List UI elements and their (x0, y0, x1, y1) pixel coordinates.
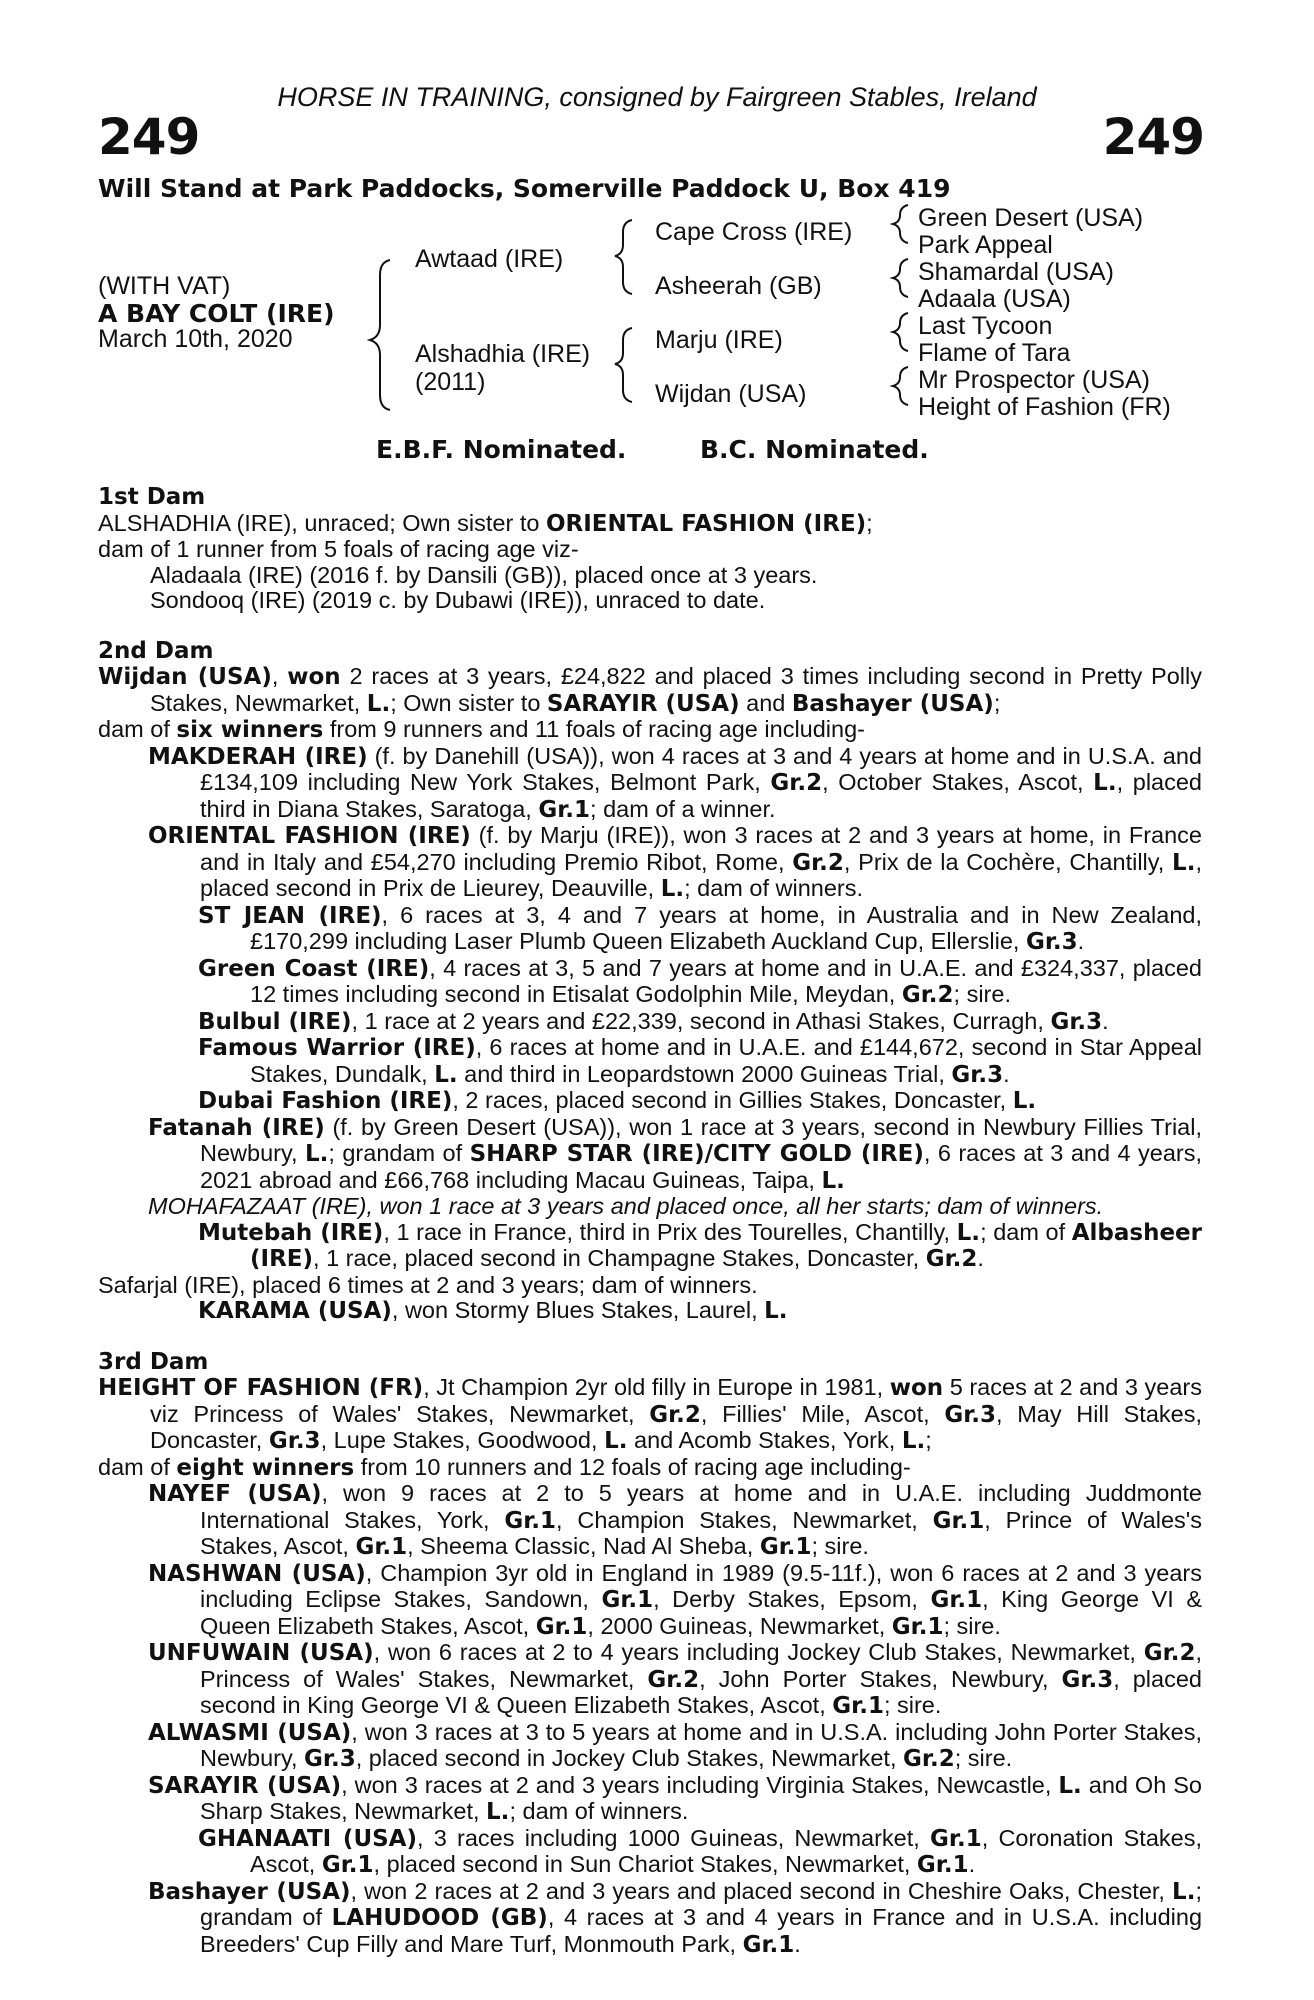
lot-number-right: 249 (1102, 108, 1204, 166)
dam-lines (98, 485, 1202, 1958)
first-dam-intro: ALSHADHIA (IRE), unraced; Own sister to ORIENTAL FASHION (IRE); (98, 509, 873, 537)
dam-year: (2011) (415, 368, 486, 396)
catalogue-header: HORSE IN TRAINING, consigned by Fairgreen Stables, Ireland (277, 82, 1037, 112)
ggp-3: Shamardal (USA) (918, 258, 1114, 286)
entry-fatanah: Fatanah (IRE) (f. by Green Desert (USA)), won 1 race at 3 years, second in Newbury Fillies Trial, Newbury, L.; grandam of SHARP STAR (IRE)/CITY GOLD (IRE), 6 races at 3 and 4 years, 2021 abroad and £66,768 including Macau Guineas, Taipa, L. (148, 1113, 1202, 1194)
entry-dubai-fashion: Dubai Fashion (IRE), 2 races, placed second in Gillies Stakes, Doncaster, L. (198, 1087, 1037, 1114)
lot-number-left: 249 (98, 108, 200, 166)
horse-name: A BAY COLT (IRE) (98, 299, 335, 328)
entry-ghanaati: GHANAATI (USA), 3 races including 1000 Guineas, Newmarket, Gr.1, Coronation Stakes, Ascot, Gr.1, placed second in Sun Chariot Stakes, Newmarket, Gr.1. (198, 1824, 1202, 1878)
ggp-2: Park Appeal (918, 231, 1053, 259)
second-dam-heading: 2nd Dam (98, 637, 214, 664)
entry-green-coast: Green Coast (IRE), 4 races at 3, 5 and 7 years at home and in U.A.E. and £324,337, placed 12 times including second in Etisalat Godolphin Mile, Meydan, Gr.2; sire. (198, 954, 1202, 1008)
bc-nomination: B.C. Nominated. (700, 435, 929, 464)
stable-location: Will Stand at Park Paddocks, Somerville Paddock U, Box 419 (98, 174, 951, 203)
second-dam-summary: dam of six winners from 9 runners and 11 foals of racing age including- (98, 716, 865, 743)
entry-makderah: MAKDERAH (IRE) (f. by Danehill (USA)), won 4 races at 3 and 4 years at home and in U.S.A. and £134,109 including New York Stakes, Belmont Park, Gr.2, October Stakes, Ascot, L., placed third in Diana Stakes, Saratoga, Gr.1; dam of a winner. (148, 742, 1202, 823)
entry-nayef: NAYEF (USA), won 9 races at 2 to 5 years at home and in U.A.E. including Juddmonte International Stakes, York, Gr.1, Champion Stakes, Newmarket, Gr.1, Prince of Wales's Stakes, Ascot, Gr.1, Sheema Classic, Nad Al Sheba, Gr.1; sire. (148, 1480, 1202, 1560)
ggp-8: Height of Fashion (FR) (918, 393, 1171, 421)
entry-bulbul: Bulbul (IRE), 1 race at 2 years and £22,339, second in Athasi Stakes, Curragh, Gr.3. (198, 1007, 1109, 1035)
foaling-date: March 10th, 2020 (98, 325, 293, 353)
third-dam-summary: dam of eight winners from 10 runners and 12 foals of racing age including- (98, 1453, 911, 1481)
dam-sire: Marju (IRE) (655, 326, 783, 354)
produce-sondooq: Sondooq (IRE) (2019 c. by Dubawi (IRE)), unraced to date. (150, 587, 766, 613)
sire-dam: Asheerah (GB) (655, 272, 822, 300)
ggp-5: Last Tycoon (918, 312, 1053, 340)
first-dam-heading: 1st Dam (98, 484, 206, 510)
ggp-7: Mr Prospector (USA) (918, 366, 1150, 394)
entry-alwasmi: ALWASMI (USA), won 3 races at 3 to 5 years at home and in U.S.A. including John Porter Stakes, Newbury, Gr.3, placed second in Jockey Club Stakes, Newmarket, Gr.2; sire. (148, 1718, 1203, 1772)
entry-safarjal: Safarjal (IRE), placed 6 times at 2 and 3 years; dam of winners. (98, 1271, 758, 1298)
dam-dam: Wijdan (USA) (655, 380, 807, 408)
third-dam-heading: 3rd Dam (98, 1348, 209, 1375)
entry-nashwan: NASHWAN (USA), Champion 3yr old in England in 1989 (9.5-11f.), won 6 races at 2 and 3 years including Eclipse Stakes, Sandown, Gr.1, Derby Stakes, Epsom, Gr.1, King George VI & Queen Elizabeth Stakes, Ascot, Gr.1, 2000 Guineas, Newmarket, Gr.1; sire. (148, 1559, 1202, 1640)
sire: Awtaad (IRE) (415, 245, 564, 273)
entry-st-jean: ST JEAN (IRE), 6 races at 3, 4 and 7 years at home, in Australia and in New Zealand, £170,299 including Laser Plumb Queen Elizabeth Auckland Cup, Ellerslie, Gr.3. (198, 901, 1202, 955)
second-dam-wijdan: Wijdan (USA), won 2 races at 3 years, £24,822 and placed 3 times including second in Pretty Polly Stakes, Newmarket, L.; Own sister to SARAYIR (USA) and Bashayer (USA); (98, 663, 1202, 717)
ggp-6: Flame of Tara (918, 339, 1071, 367)
ebf-nomination: E.B.F. Nominated. (376, 435, 627, 464)
third-dam-height-of-fashion: HEIGHT OF FASHION (FR), Jt Champion 2yr old filly in Europe in 1981, won 5 races at 2 and 3 years viz Princess of Wales' Stakes, Newmarket, Gr.2, Fillies' Mile, Ascot, Gr.3, May Hill Stakes, Doncaster, Gr.3, Lupe Stakes, Goodwood, L. and Acomb Stakes, York, L.; (98, 1374, 1202, 1454)
first-dam-produce-summary: dam of 1 runner from 5 foals of racing age viz- (98, 536, 579, 562)
entry-karama: KARAMA (USA), won Stormy Blues Stakes, Laurel, L. (198, 1297, 788, 1324)
ggp-1: Green Desert (USA) (918, 204, 1144, 232)
entry-unfuwain: UNFUWAIN (USA), won 6 races at 2 to 4 years including Jockey Club Stakes, Newmarket, Gr.2, Princess of Wales' Stakes, Newmarket, Gr.2, John Porter Stakes, Newbury, Gr.3, placed second in King George VI & Queen Elizabeth Stakes, Ascot, Gr.1; sire. (148, 1639, 1202, 1719)
sire-sire: Cape Cross (IRE) (655, 218, 853, 246)
entry-mohafazaat: MOHAFAZAAT (IRE), won 1 race at 3 years and placed once, all her starts; dam of winners. (148, 1193, 1104, 1219)
ggp-4: Adaala (USA) (918, 285, 1071, 313)
vat-note: (WITH VAT) (98, 272, 231, 300)
entry-bashayer: Bashayer (USA), won 2 races at 2 and 3 years and placed second in Cheshire Oaks, Chester, L.; grandam of LAHUDOOD (GB), 4 races at 3 and 4 years in France and in U.S.A. including Breeders' Cup Filly and Mare Turf, Monmouth Park, Gr.1. (148, 1877, 1203, 1958)
produce-aladaala: Aladaala (IRE) (2016 f. by Dansili (GB)), placed once at 3 years. (150, 561, 818, 588)
entry-mutebah: Mutebah (IRE), 1 race in France, third in Prix des Tourelles, Chantilly, L.; dam of Albasheer (IRE), 1 race, placed second in Champagne Stakes, Doncaster, Gr.2. (198, 1218, 1202, 1272)
entry-famous-warrior: Famous Warrior (IRE), 6 races at home and in U.A.E. and £144,672, second in Star Appeal Stakes, Dundalk, L. and third in Leopardstown 2000 Guineas Trial, Gr.3. (198, 1034, 1202, 1088)
dam: Alshadhia (IRE) (415, 340, 591, 368)
entry-sarayir: SARAYIR (USA), won 3 races at 2 and 3 years including Virginia Stakes, Newcastle, L. and Oh So Sharp Stakes, Newmarket, L.; dam of winners. (148, 1771, 1203, 1825)
entry-oriental-fashion: ORIENTAL FASHION (IRE) (f. by Marju (IRE)), won 3 races at 2 and 3 years at home, in France and in Italy and £54,270 including Premio Ribot, Rome, Gr.2, Prix de la Cochère, Chantilly, L., placed second in Prix de Lieurey, Deauville, L.; dam of winners. (148, 822, 1202, 902)
